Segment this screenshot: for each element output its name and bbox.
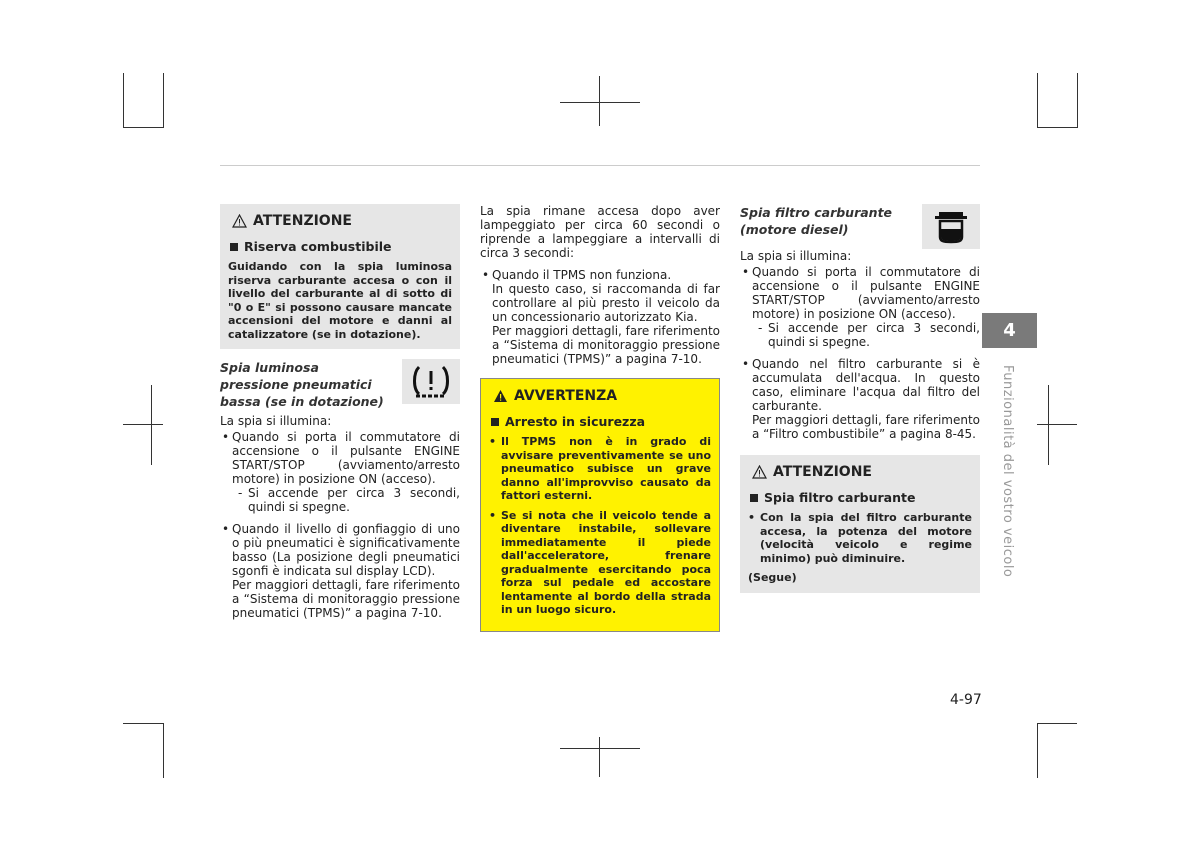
- crop-mark: [123, 723, 163, 724]
- warning-list: [489, 435, 711, 617]
- list-item: [480, 268, 720, 366]
- section-header: [220, 359, 460, 410]
- crop-mark: [163, 73, 164, 128]
- warning-item: • Se si nota che il veicolo tende a diventare instabile, sollevare immediatamente il piede dall'acceleratore, frenare gradualmente esercitando poca forza sul pedale ed accostare lentamente al bordo della strada in un luogo sicuro.: [489, 509, 711, 617]
- crop-mark: [1077, 73, 1078, 128]
- caution-item: • Con la spia del filtro carburante accesa, la potenza del motore (velocità veicolo e regime minimo) può diminuire.: [748, 511, 972, 565]
- column-1: [220, 204, 460, 628]
- reference-text: Per maggiori dettagli, fare riferimento a “Filtro combustibile” a pagina 8-45.: [752, 413, 980, 441]
- section-header: [740, 204, 980, 249]
- crop-mark: [151, 385, 152, 465]
- fuel-filter-warning-light: [922, 204, 980, 249]
- section-intro: La spia si illumina:: [220, 414, 332, 428]
- section-intro: La spia si illumina:: [740, 249, 852, 263]
- caution-title-text: ATTENZIONE: [253, 213, 352, 229]
- fuel-filter-icon: [931, 209, 971, 245]
- crop-mark: [560, 102, 640, 103]
- caution-box: [220, 204, 460, 349]
- paragraph: In questo caso, si raccomanda di far controllare al più presto il veicolo da un concessionario autorizzato Kia.: [492, 282, 720, 324]
- crop-mark: [163, 723, 164, 778]
- crop-mark: [1037, 127, 1077, 128]
- caution-subtitle: [750, 491, 972, 505]
- crop-mark: [599, 737, 600, 777]
- caution-title: [232, 214, 452, 228]
- sub-list: [232, 486, 460, 514]
- warning-box: [480, 378, 720, 632]
- warning-triangle-icon: [752, 465, 767, 479]
- caution-title: [752, 465, 972, 479]
- column-2: [480, 204, 720, 642]
- crop-mark: [1037, 73, 1038, 128]
- crop-mark: [123, 424, 163, 425]
- warning-title-text: AVVERTENZA: [514, 388, 618, 404]
- warning-title: [493, 389, 711, 403]
- crop-mark: [1037, 723, 1038, 778]
- tire-pressure-icon: [410, 363, 452, 401]
- section-title: Spia filtro carburante (motore diesel): [740, 205, 893, 237]
- condition-list: [220, 430, 460, 620]
- list-item-text: Quando si porta il commutatore di accensione o il pulsante ENGINE START/STOP (avviamento/arresto motore) in posizione ON (acceso).: [752, 265, 980, 321]
- sub-list-item: - Si accende per circa 3 secondi, quindi si spegne.: [232, 486, 460, 514]
- crop-mark: [599, 76, 600, 126]
- warning-triangle-icon: [493, 389, 508, 403]
- warning-item: • Il TPMS non è in grado di avvisare preventivamente se uno pneumatico subisce un grave danno all'improvviso causato da fattori esterni.: [489, 435, 711, 503]
- square-bullet-icon: [491, 418, 499, 426]
- continued-label: (Segue): [748, 571, 797, 584]
- warning-subtitle: [491, 415, 711, 429]
- list-item: [220, 522, 460, 620]
- crop-mark: [123, 73, 124, 128]
- caution-subtitle: [230, 240, 452, 254]
- section-title: Spia luminosa pressione pneumatici bassa (se in dotazione): [220, 360, 384, 409]
- caution-subtitle-text: Riserva combustibile: [244, 239, 392, 254]
- caution-title-text: ATTENZIONE: [773, 464, 872, 480]
- crop-mark: [1048, 385, 1049, 465]
- condition-list: [480, 268, 720, 366]
- list-item-text: Quando nel filtro carburante si è accumulata dell'acqua. In questo caso, eliminare l'acqua dal filtro del carburante.: [752, 357, 980, 413]
- page-number: 4-97: [950, 692, 982, 708]
- crop-mark: [1037, 723, 1077, 724]
- crop-mark: [1037, 424, 1077, 425]
- crop-mark: [123, 127, 163, 128]
- condition-list: [740, 265, 980, 441]
- warning-subtitle-text: Arresto in sicurezza: [505, 414, 646, 429]
- chapter-label: Funzionalità del vostro veicolo: [1000, 365, 1015, 578]
- tpms-warning-light: [402, 359, 460, 404]
- column-3: [740, 204, 980, 603]
- sub-list-item: - Si accende per circa 3 secondi, quindi si spegne.: [752, 321, 980, 349]
- list-item-text: Quando si porta il commutatore di accensione o il pulsante ENGINE START/STOP (avviamento/arresto motore) in posizione ON (acceso).: [232, 430, 460, 486]
- list-item: [740, 357, 980, 441]
- list-item: [220, 430, 460, 514]
- list-item: [740, 265, 980, 349]
- list-item-text: Quando il TPMS non funziona.: [492, 268, 672, 282]
- caution-list: [748, 511, 972, 565]
- square-bullet-icon: [750, 494, 758, 502]
- sub-list: [752, 321, 980, 349]
- caution-text: Guidando con la spia luminosa riserva carburante accesa o con il livello del carburante al di sotto di "0 o E" si possono causare mancate accensioni del motore e danni al catalizzatore (se in dotazione).: [228, 260, 452, 341]
- warning-triangle-icon: [232, 214, 247, 228]
- caution-box: [740, 455, 980, 593]
- caution-subtitle-text: Spia filtro carburante: [764, 490, 916, 505]
- reference-text: Per maggiori dettagli, fare riferimento a “Sistema di monitoraggio pressione pneumatici (TPMS)” a pagina 7-10.: [492, 324, 720, 366]
- chapter-tab: 4: [982, 313, 1037, 348]
- crop-mark: [560, 748, 640, 749]
- list-item-text: Quando il livello di gonfiaggio di uno o più pneumatici è significativamente basso (La posizione degli pneumatici sgonfi è indicata sul display LCD).: [232, 522, 460, 578]
- square-bullet-icon: [230, 243, 238, 251]
- paragraph: La spia rimane accesa dopo aver lampeggiato per circa 60 secondi o riprende a lampeggiare a intervalli di circa 3 secondi:: [480, 204, 720, 260]
- reference-text: Per maggiori dettagli, fare riferimento a “Sistema di monitoraggio pressione pneumatici (TPMS)” a pagina 7-10.: [232, 578, 460, 620]
- header-rule: [220, 165, 980, 166]
